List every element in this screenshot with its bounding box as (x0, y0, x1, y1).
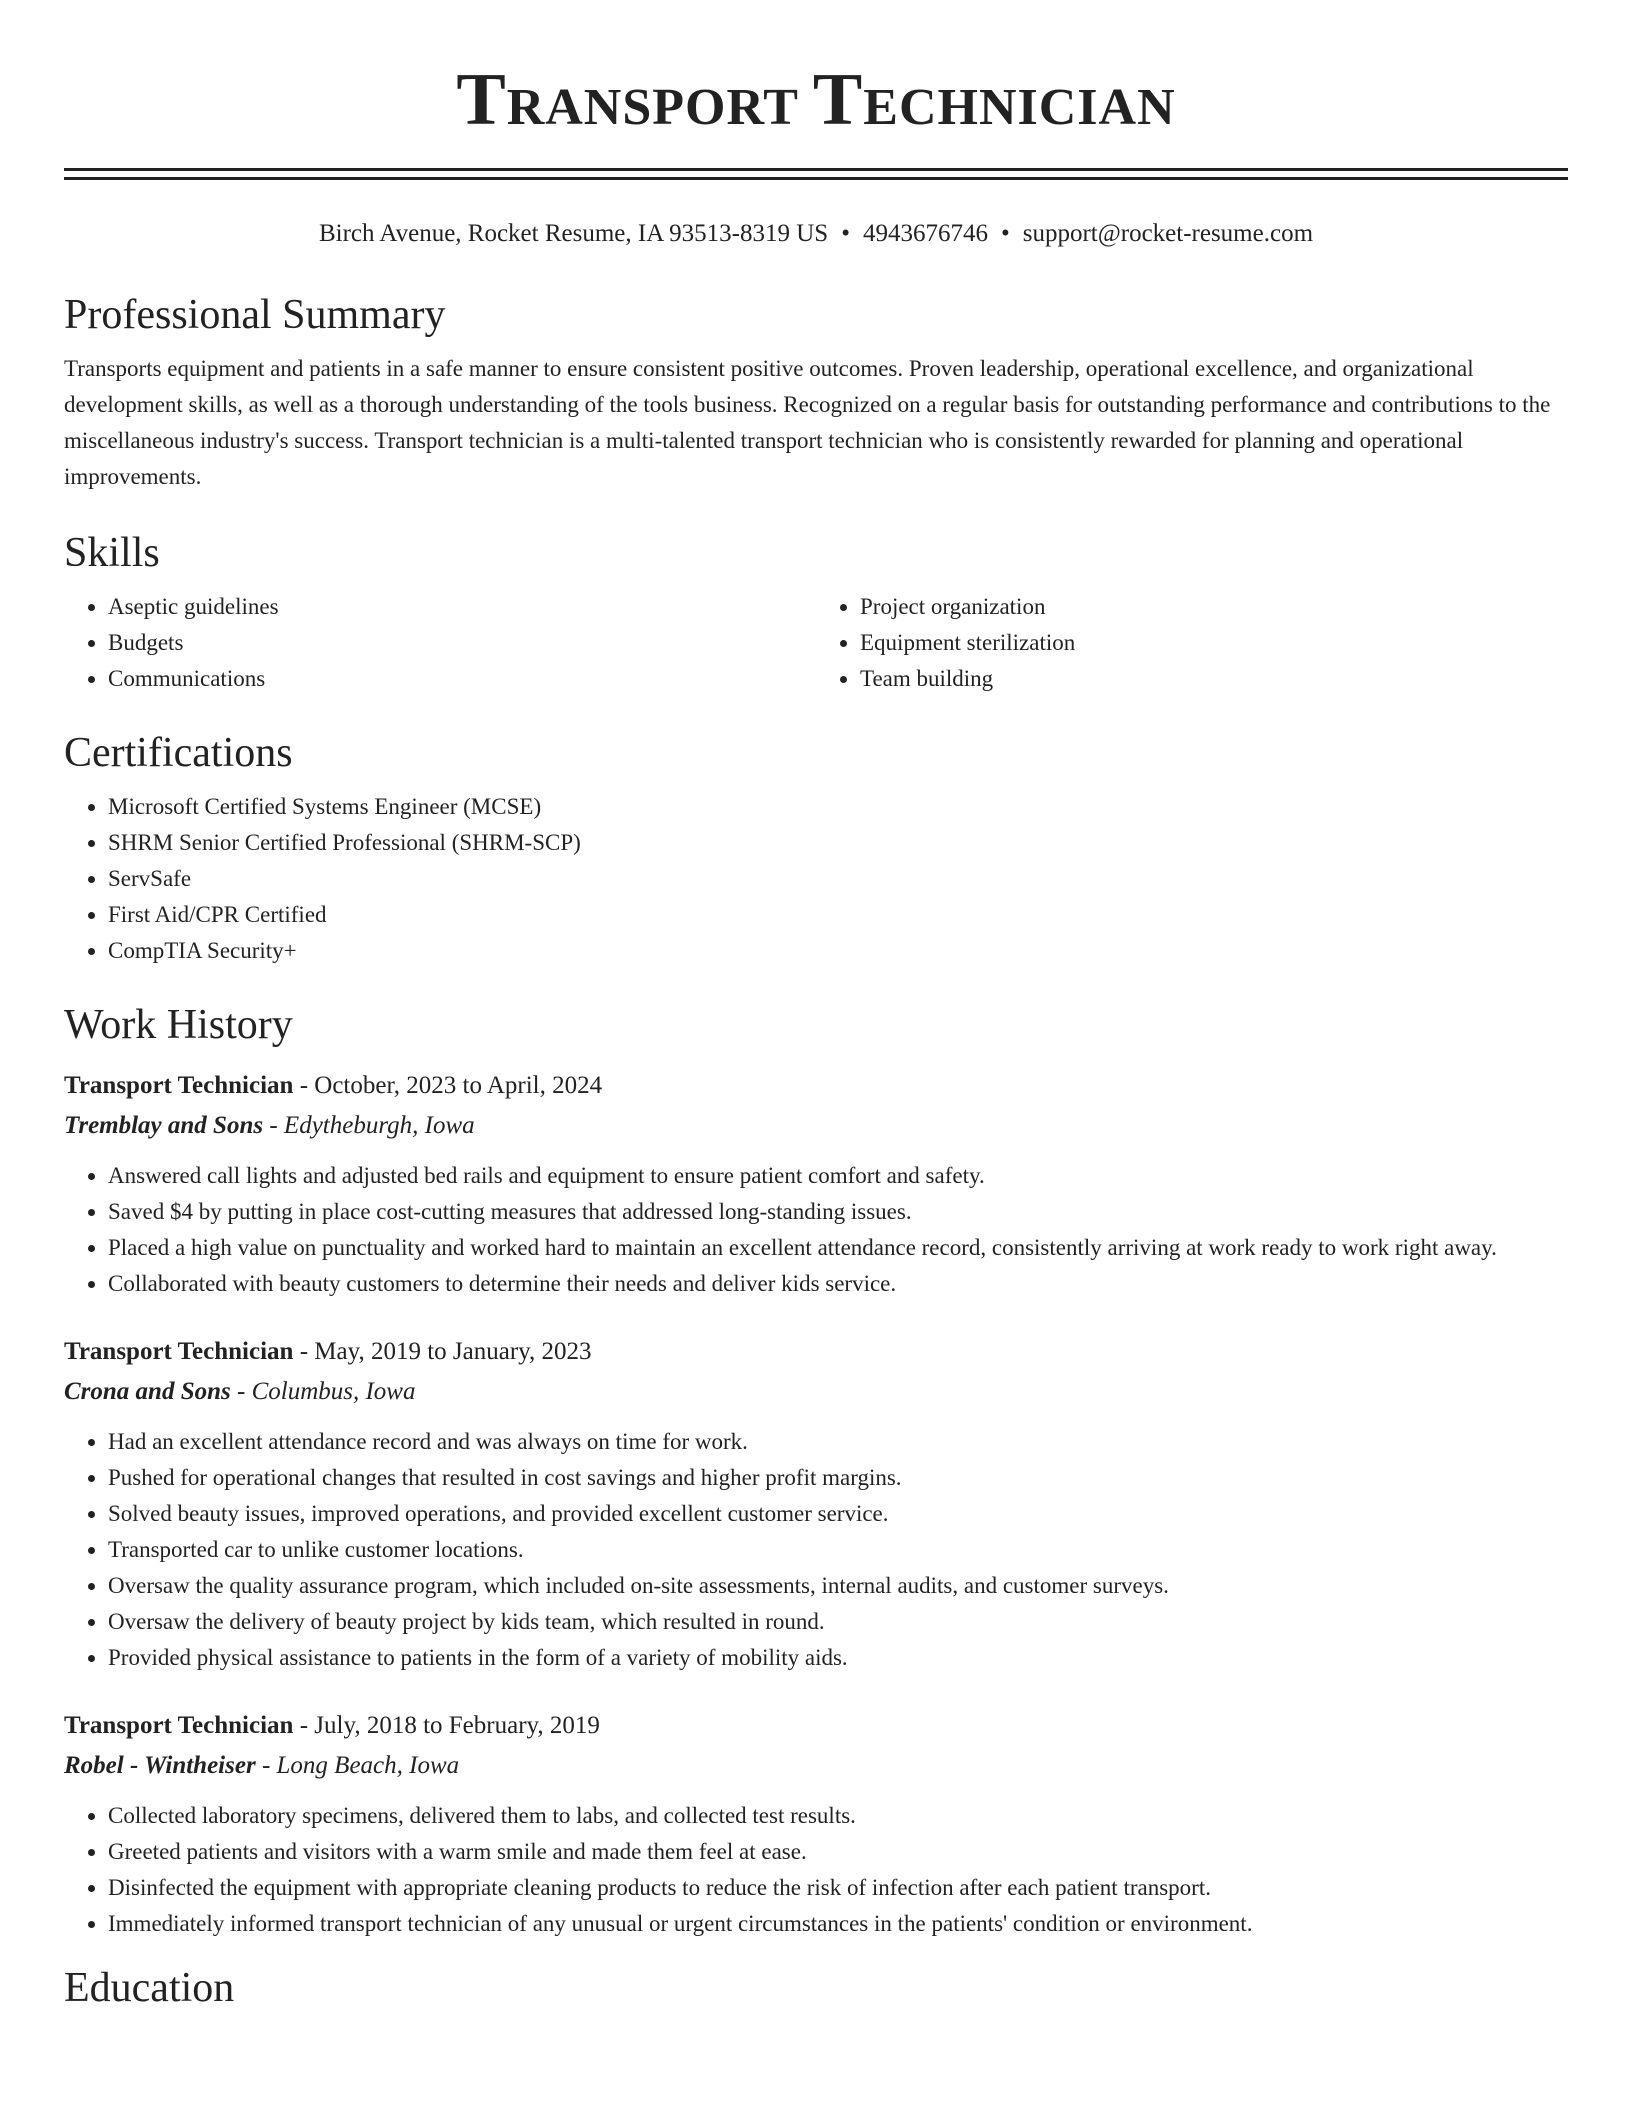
job-entry (64, 1706, 1568, 1942)
summary-text: Transports equipment and patients in a safe manner to ensure consistent positive outcomes. Proven leadership, operational excellence, and organizational development skills, as well as a thorough understanding of the tools business. Recognized on a regular basis for outstanding performance and contributions to the miscellaneous industry's success. Transport technician is a multi-talented transport technician who is consistently rewarded for planning and operational improvements. (64, 356, 1551, 489)
resume-page (64, 0, 1568, 2014)
job-bullet: • Placed a high value on punctuality and worked hard to maintain an excellent attendance record, consistently arriving at work ready to work right away. (108, 1230, 1568, 1266)
resume-title (64, 0, 1568, 142)
job-bullet: • Oversaw the quality assurance program, which included on-site assessments, internal audits, and customer surveys. (108, 1568, 1568, 1604)
skill-item: • Aseptic guidelines (108, 589, 816, 625)
skill-item: • Team building (860, 661, 1568, 697)
certification-item: • ServSafe (108, 861, 1568, 897)
contact-phone: 4943676746 (862, 220, 988, 247)
job-bullet: • Provided physical assistance to patients in the form of a variety of mobility aids. (108, 1640, 1568, 1676)
job-bullets (64, 1798, 1568, 1942)
job-bullet: • Oversaw the delivery of beauty project by kids team, which resulted in round. (108, 1604, 1568, 1640)
skill-item: • Budgets (108, 625, 816, 661)
job-location: - Columbus, Iowa (230, 1378, 416, 1405)
job-bullets (64, 1158, 1568, 1302)
job-title: Transport Technician (64, 1712, 294, 1739)
certification-item: • CompTIA Security+ (108, 933, 1568, 969)
job-dates: - October, 2023 to April, 2024 (293, 1072, 603, 1099)
job-title-line (64, 1066, 1568, 1106)
skill-item: • Project organization (860, 589, 1568, 625)
contact-separator: • (1000, 220, 1010, 247)
skills-list-left (64, 589, 816, 697)
job-bullet: • Solved beauty issues, improved operations, and provided excellent customer service. (108, 1496, 1568, 1532)
skill-item: • Equipment sterilization (860, 625, 1568, 661)
job-bullet: • Collaborated with beauty customers to determine their needs and deliver kids service. (108, 1266, 1568, 1302)
skill-item: • Communications (108, 661, 816, 697)
job-company: Robel - Wintheiser (64, 1752, 256, 1779)
skills-columns (64, 589, 1568, 697)
job-dates: - May, 2019 to January, 2023 (293, 1338, 592, 1365)
job-bullet: • Had an excellent attendance record and was always on time for work. (108, 1424, 1568, 1460)
job-title-line (64, 1706, 1568, 1746)
job-bullet: • Saved $4 by putting in place cost-cutting measures that addressed long-standing issues. (108, 1194, 1568, 1230)
contact-address: Birch Avenue, Rocket Resume, IA 93513-8319 US (318, 220, 829, 247)
job-title-line (64, 1332, 1568, 1372)
skills-heading: Skills (64, 530, 160, 576)
title-word-first: Transport (456, 59, 799, 141)
title-word-second: Technician (812, 59, 1176, 141)
certifications-list (64, 789, 1568, 969)
job-bullet: • Answered call lights and adjusted bed rails and equipment to ensure patient comfort and safety. (108, 1158, 1568, 1194)
contact-line (64, 217, 1568, 251)
job-title: Transport Technician (64, 1338, 294, 1365)
job-dates: - July, 2018 to February, 2019 (293, 1712, 600, 1739)
contact-email[interactable]: support@rocket-resume.com (1022, 220, 1314, 247)
job-bullets (64, 1424, 1568, 1676)
certifications-heading: Certifications (64, 730, 293, 776)
job-entry (64, 1332, 1568, 1676)
certification-item: • First Aid/CPR Certified (108, 897, 1568, 933)
education-heading: Education (64, 1965, 235, 2011)
job-company-line (64, 1106, 1568, 1146)
job-company-line (64, 1746, 1568, 1786)
job-bullet: • Immediately informed transport technician of any unusual or urgent circumstances in the patients' condition or environment. (108, 1906, 1568, 1942)
title-rule-bottom (64, 177, 1568, 180)
job-company: Crona and Sons (64, 1378, 231, 1405)
skills-list-right (816, 589, 1568, 697)
job-company: Tremblay and Sons (64, 1112, 264, 1139)
work-history-heading: Work History (64, 1002, 293, 1048)
certification-item: • SHRM Senior Certified Professional (SHRM-SCP) (108, 825, 1568, 861)
certification-item: • Microsoft Certified Systems Engineer (MCSE) (108, 789, 1568, 825)
job-bullet: • Transported car to unlike customer locations. (108, 1532, 1568, 1568)
contact-separator: • (841, 220, 850, 247)
job-bullet: • Greeted patients and visitors with a warm smile and made them feel at ease. (108, 1834, 1568, 1870)
job-bullet: • Collected laboratory specimens, delivered them to labs, and collected test results. (108, 1798, 1568, 1834)
job-company-line (64, 1372, 1568, 1412)
summary-heading: Professional Summary (64, 292, 446, 338)
job-entry (64, 1066, 1568, 1302)
job-location: - Edytheburgh, Iowa (263, 1112, 475, 1139)
job-location: - Long Beach, Iowa (255, 1752, 460, 1779)
job-bullet: • Disinfected the equipment with appropriate cleaning products to reduce the risk of infection after each patient transport. (108, 1870, 1568, 1906)
job-bullet: • Pushed for operational changes that resulted in cost savings and higher profit margins. (108, 1460, 1568, 1496)
title-rule-top (64, 168, 1568, 171)
job-title: Transport Technician (64, 1072, 294, 1099)
